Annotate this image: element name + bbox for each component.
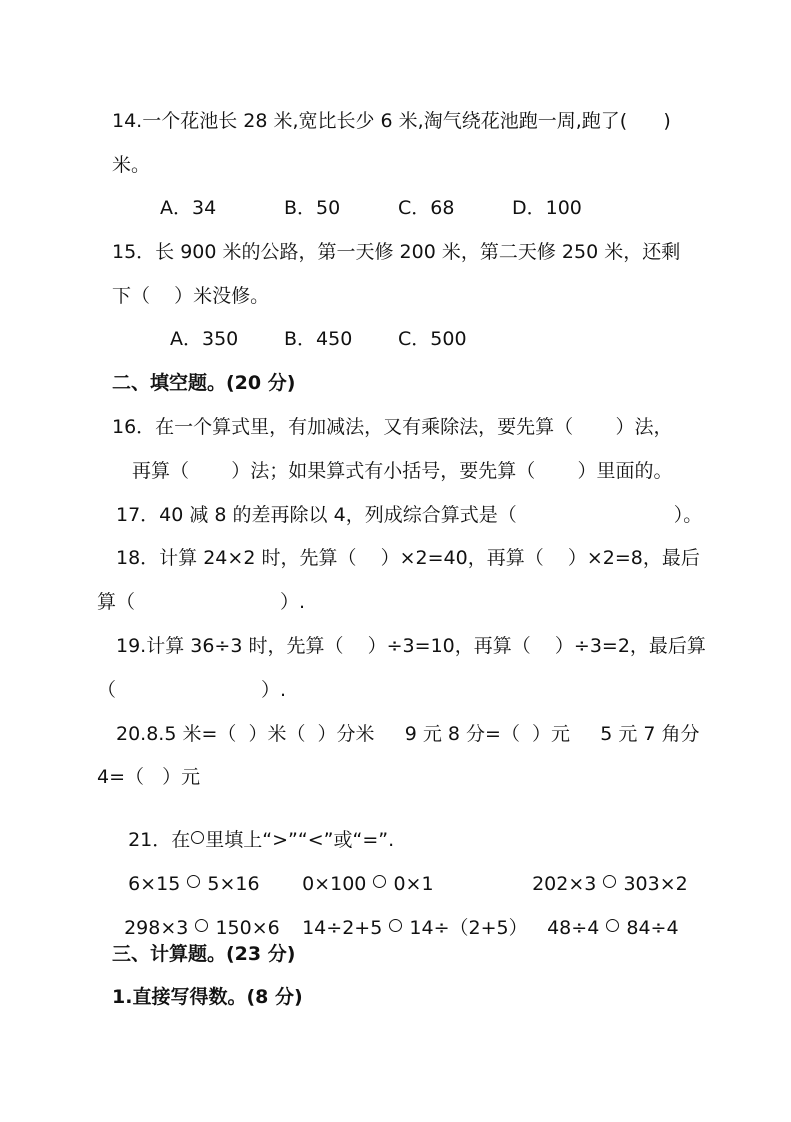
section-calculation-heading: 三、计算题。(23 分)	[112, 943, 296, 965]
compare-item: 298×3 150×6	[124, 917, 280, 939]
compare-item: 6×15 5×16	[128, 873, 260, 895]
compare-item: 202×3 303×2	[532, 873, 688, 895]
answer-circle[interactable]	[606, 919, 619, 932]
q18-line2: 算（ ）.	[97, 591, 305, 613]
q21-post: 里填上“>”“<”或“=”.	[205, 829, 395, 851]
q14-option-d: D．100	[512, 197, 582, 219]
q15-line1: 15．长 900 米的公路，第一天修 200 米，第二天修 250 米，还剩	[112, 241, 681, 263]
section-fill-in-heading: 二、填空题。(20 分)	[112, 372, 296, 394]
answer-circle[interactable]	[603, 875, 616, 888]
q15-line2: 下（ ）米没修。	[112, 285, 270, 307]
q21-instruction	[116, 812, 394, 850]
compare-item: 14÷2+5 14÷（2+5）	[302, 917, 528, 939]
q15-option-b: B．450	[284, 328, 353, 350]
q15-option-c: C．500	[398, 328, 467, 350]
q21-pre: 21．在	[128, 829, 191, 851]
answer-circle[interactable]	[187, 875, 200, 888]
q14-option-a: A．34	[160, 197, 217, 219]
q14-option-b: B．50	[284, 197, 341, 219]
q20-line2: 4=（ ）元	[97, 766, 201, 788]
circle-icon	[191, 831, 204, 844]
q20-line1: 20.8.5 米=（ ）米（ ）分米 9 元 8 分=（ ）元 5 元 7 角分	[116, 723, 700, 745]
q14-line2: 米。	[112, 154, 151, 176]
q15-option-a: A．350	[170, 328, 239, 350]
q19-line1: 19.计算 36÷3 时，先算（ ）÷3=10，再算（ ）÷3=2，最后算	[116, 635, 706, 657]
q17: 17．40 减 8 的差再除以 4，列成综合算式是（ ）。	[116, 504, 703, 526]
q19-line2: （ ）.	[97, 679, 286, 701]
compare-item: 0×100 0×1	[302, 873, 434, 895]
q14-line1: 14.一个花池长 28 米,宽比长少 6 米,淘气绕花池跑一周,跑了( )	[112, 110, 671, 132]
q18-line1: 18．计算 24×2 时，先算（ ）×2=40，再算（ ）×2=8，最后	[116, 547, 700, 569]
sub-question-1: 1.直接写得数。(8 分)	[112, 986, 303, 1008]
answer-circle[interactable]	[195, 919, 208, 932]
answer-circle[interactable]	[373, 875, 386, 888]
q14-option-c: C．68	[398, 197, 455, 219]
answer-circle[interactable]	[389, 919, 402, 932]
q16-line2: 再算（ ）法；如果算式有小括号，要先算（ ）里面的。	[132, 460, 673, 482]
compare-item: 48÷4 84÷4	[547, 917, 679, 939]
q16-line1: 16．在一个算式里，有加减法，又有乘除法，要先算（ ）法，	[112, 416, 673, 438]
